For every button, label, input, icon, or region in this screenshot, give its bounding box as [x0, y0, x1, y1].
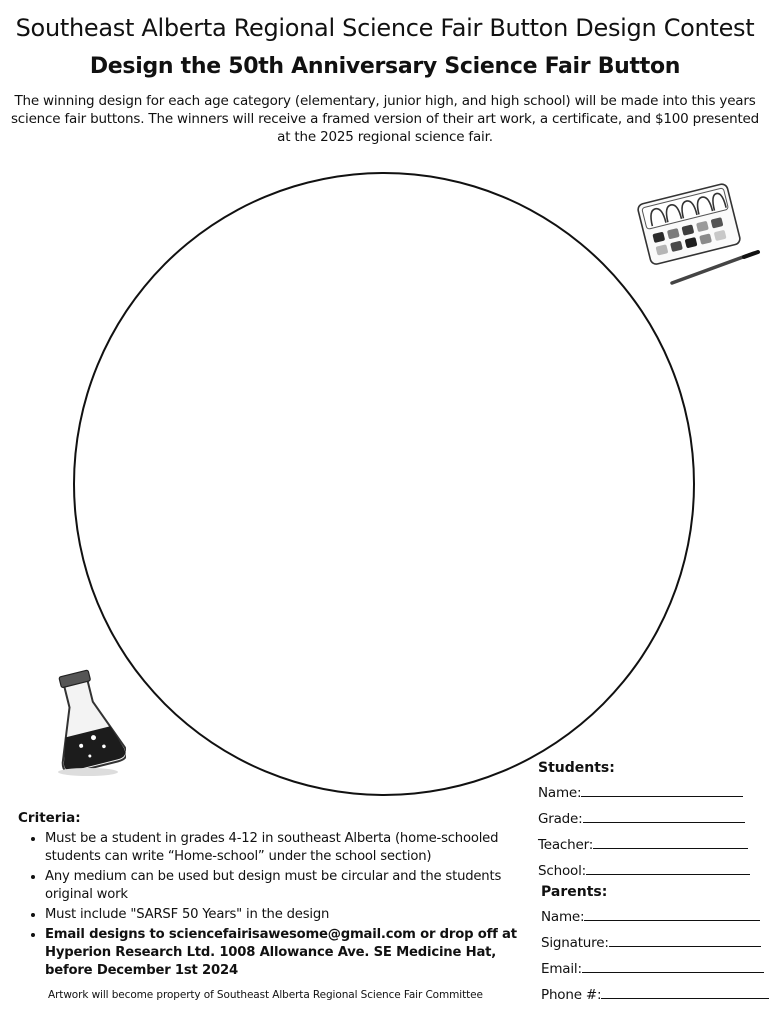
parents-section: [541, 884, 768, 1008]
student-name-line[interactable]: [581, 780, 743, 797]
parent-email-line[interactable]: [582, 956, 764, 973]
watercolor-paint-palette-icon: [634, 175, 764, 290]
student-grade-line[interactable]: [583, 806, 745, 823]
criteria-item-submission: • Email designs to sciencefairisawesome@gmail.com or drop off at Hyperion Research Ltd. 1008 Allowance Ave. SE Medicine Hat, before December 1st 2024: [45, 926, 528, 980]
student-school-line[interactable]: [586, 858, 750, 875]
criteria-list: [18, 830, 528, 980]
parent-signature-line[interactable]: [609, 930, 761, 947]
parent-phone-field[interactable]: Phone #:: [541, 982, 768, 1008]
parent-phone-line[interactable]: [601, 982, 769, 999]
criteria-item: • Any medium can be used but design must be circular and the students original work: [45, 868, 528, 904]
contest-subtitle: Design the 50th Anniversary Science Fair Button: [89, 54, 681, 79]
parent-email-field[interactable]: Email:: [541, 956, 768, 982]
students-heading: Students:: [538, 760, 615, 776]
student-name-field[interactable]: Name:: [538, 780, 768, 806]
student-school-field[interactable]: School:: [538, 858, 768, 884]
student-teacher-field[interactable]: Teacher:: [538, 832, 768, 858]
erlenmeyer-flask-icon: [46, 664, 126, 779]
intro-paragraph: The winning design for each age category (elementary, junior high, and high school) will be made into this years science fair buttons. The winners will receive a framed version of their art work, a certificate, and $100 presented at the 2025 regional science fair.: [10, 93, 760, 145]
parent-name-field[interactable]: Name:: [541, 904, 768, 930]
criteria-heading: Criteria:: [18, 810, 81, 826]
contest-title: Southeast Alberta Regional Science Fair Button Design Contest: [15, 14, 755, 42]
parent-name-line[interactable]: [584, 904, 760, 921]
criteria-item: • Must include "SARSF 50 Years" in the design: [45, 906, 528, 924]
student-teacher-line[interactable]: [593, 832, 748, 849]
criteria-section: [18, 810, 528, 982]
button-design-circle[interactable]: [73, 172, 695, 796]
parent-signature-field[interactable]: Signature:: [541, 930, 768, 956]
entry-form: [538, 760, 768, 1008]
artwork-property-note: Artwork will become property of Southeast Alberta Regional Science Fair Committee: [48, 989, 483, 1001]
parents-heading: Parents:: [541, 884, 608, 900]
criteria-item: • Must be a student in grades 4-12 in southeast Alberta (home-schooled students can write “Home-school” under the school section): [45, 830, 528, 866]
student-grade-field[interactable]: Grade:: [538, 806, 768, 832]
